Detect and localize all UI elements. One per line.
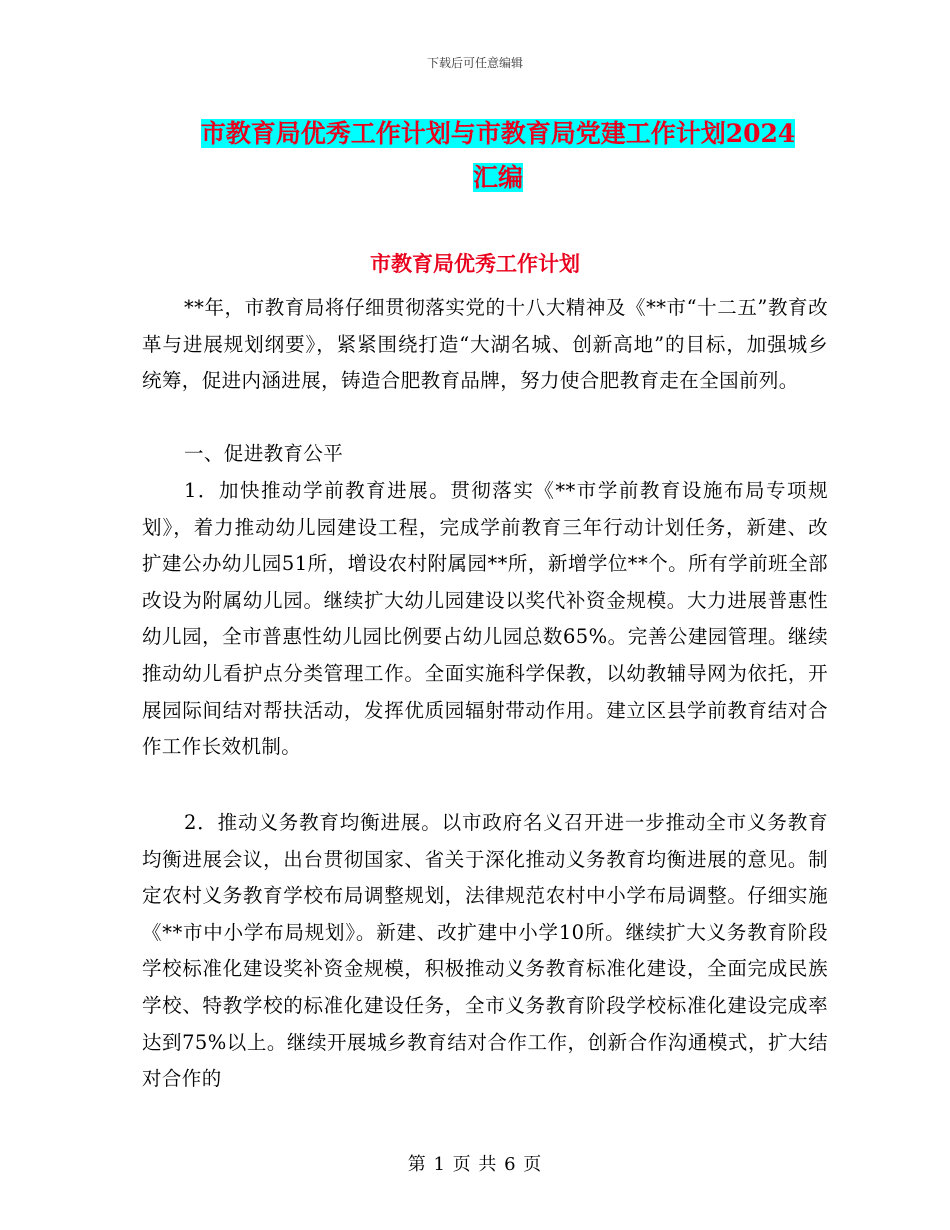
section-title: 市教育局优秀工作计划 — [370, 251, 580, 276]
document-title-line-2: 汇编 — [472, 163, 523, 192]
paragraph-preschool: 1．加快推动学前教育进展。贯彻落实《**市学前教育设施布局专项规划》，着力推动幼儿园建设工程，完成学前教育三年行动计划任务，新建、改扩建公办幼儿园51所，增设农村附属园**所，新增学位**个。所有学前班全部改设为附属幼儿园。继续扩大幼儿园建设以奖代补资金规模。大力进展普惠性幼儿园，全市普惠性幼儿园比例要占幼儿园总数65%。完善公建园管理。继续推动幼儿看护点分类管理工作。全面实施科学保教，以幼教辅导网为依托，开展园际间结对帮扶活动，发挥优质园辐射带动作用。建立区县学前教育结对合作工作长效机制。 — [142, 479, 828, 759]
page-number-footer: 第 1 页 共 6 页 — [407, 1154, 543, 1175]
paragraph-compulsory-education: 2．推动义务教育均衡进展。以市政府名义召开进一步推动全市义务教育均衡进展会议，出台贯彻国家、省关于深化推动义务教育均衡进展的意见。制定农村义务教育学校布局调整规划，法律规范农村中小学布局调整。仔细实施《**市中小学布局规划》。新建、改扩建中小学10所。继续扩大义务教育阶段学校标准化建设奖补资金规模，积极推动义务教育标准化建设，全面完成民族学校、特教学校的标准化建设任务，全市义务教育阶段学校标准化建设完成率达到75%以上。继续开展城乡教育结对合作工作，创新合作沟通模式，扩大结对合作的 — [142, 811, 828, 1091]
heading-promote-equity: 一、促进教育公平 — [184, 442, 344, 465]
document-title — [190, 112, 806, 200]
document-title-line-1: 市教育局优秀工作计划与市教育局党建工作计划2024 — [200, 119, 796, 148]
page-header-note: 下载后可任意编辑 — [426, 56, 523, 70]
intro-paragraph: **年，市教育局将仔细贯彻落实党的十八大精神及《**市“十二五”教育改革与进展规划纲要》，紧紧围绕打造“大湖名城、创新高地”的目标，加强城乡统筹，促进内涵进展，铸造合肥教育品牌，努力使合肥教育走在全国前列。 — [142, 296, 828, 393]
